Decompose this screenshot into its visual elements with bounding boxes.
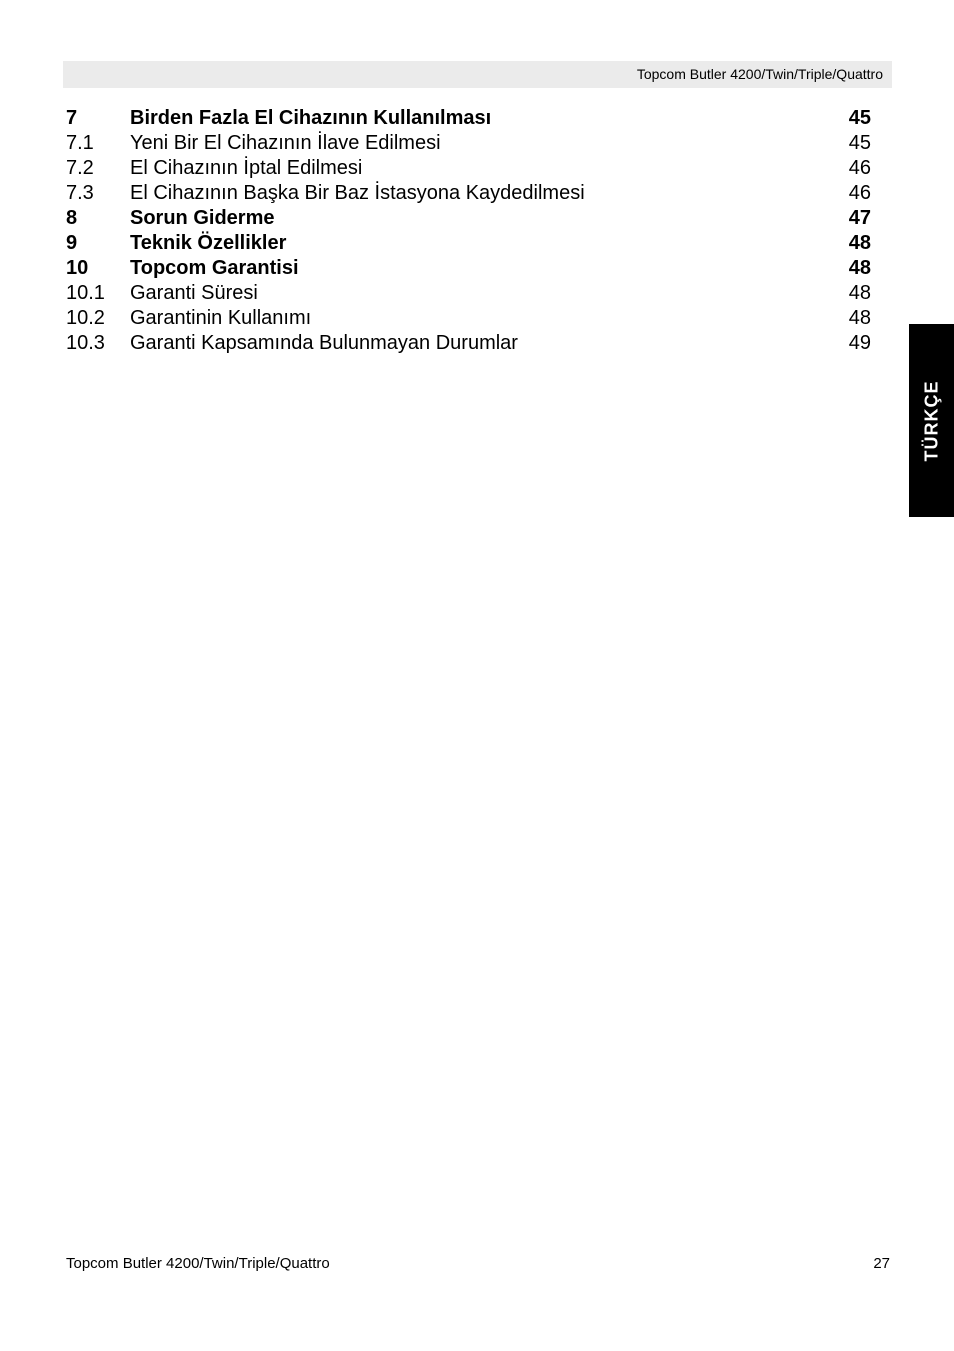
toc-row[interactable]	[66, 206, 872, 231]
toc-title: Topcom Garantisi	[130, 257, 299, 279]
toc-number: 7.2	[66, 157, 94, 179]
toc-title: Garanti Süresi	[130, 282, 258, 304]
toc-title: Sorun Giderme	[130, 207, 275, 229]
toc-title: Teknik Özellikler	[130, 232, 287, 254]
toc-title: El Cihazının Başka Bir Baz İstasyona Kaydedilmesi	[130, 182, 585, 204]
toc-number: 9	[66, 232, 78, 254]
toc-number: 10.2	[66, 307, 105, 329]
language-tab-label: TÜRKÇE	[921, 380, 941, 461]
toc-number: 8	[66, 207, 78, 229]
toc-title: Birden Fazla El Cihazının Kullanılması	[130, 107, 492, 129]
toc-title: Yeni Bir El Cihazının İlave Edilmesi	[130, 132, 441, 154]
toc-page: 49	[848, 332, 871, 354]
toc-row[interactable]	[66, 181, 872, 206]
toc-row[interactable]	[66, 281, 872, 306]
toc-page: 46	[848, 182, 871, 204]
language-tab	[909, 324, 954, 517]
table-of-contents	[66, 106, 872, 356]
toc-page: 48	[848, 257, 871, 279]
footer-page-number: 27	[873, 1255, 890, 1272]
toc-number: 10.1	[66, 282, 105, 304]
header-bar	[63, 61, 892, 88]
toc-page: 48	[848, 282, 871, 304]
toc-row[interactable]	[66, 131, 872, 156]
toc-row[interactable]	[66, 156, 872, 181]
header-title: Topcom Butler 4200/Twin/Triple/Quattro	[636, 66, 883, 82]
toc-page: 45	[848, 132, 871, 154]
toc-row[interactable]	[66, 331, 872, 356]
toc-number: 10	[66, 257, 89, 279]
toc-page: 48	[848, 232, 871, 254]
toc-title: Garantinin Kullanımı	[130, 307, 312, 329]
toc-row[interactable]	[66, 106, 872, 131]
toc-row[interactable]	[66, 306, 872, 331]
toc-row[interactable]	[66, 256, 872, 281]
toc-number: 7.1	[66, 132, 94, 154]
toc-page: 48	[848, 307, 871, 329]
toc-row[interactable]	[66, 231, 872, 256]
toc-page: 46	[848, 157, 871, 179]
footer-title: Topcom Butler 4200/Twin/Triple/Quattro	[66, 1255, 330, 1272]
toc-number: 10.3	[66, 332, 105, 354]
toc-title: El Cihazının İptal Edilmesi	[130, 157, 363, 179]
toc-number: 7	[66, 107, 78, 129]
toc-number: 7.3	[66, 182, 94, 204]
toc-page: 45	[848, 107, 871, 129]
toc-page: 47	[848, 207, 871, 229]
toc-title: Garanti Kapsamında Bulunmayan Durumlar	[130, 332, 518, 354]
